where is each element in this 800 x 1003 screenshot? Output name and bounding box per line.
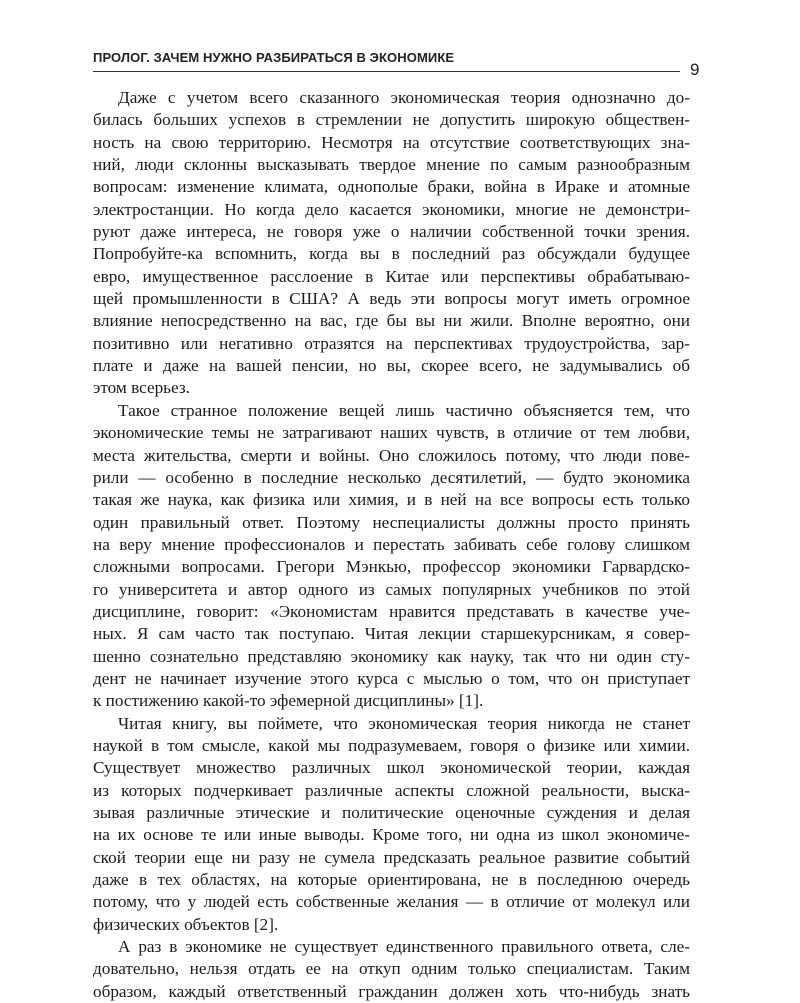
text-line: евро, имущественное расслоение в Китае или перспективы обрабатываю- (93, 266, 690, 286)
text-line: го университета и автор одного из самых популярных учебников по этой (93, 579, 690, 599)
text-line: ний, люди склонны высказывать твердое мнение по самым разнообразным (93, 155, 690, 175)
text-line: один правильный ответ. Поэтому неспециалисты должны просто принять (93, 512, 690, 532)
paragraph (93, 400, 690, 713)
page-number: 9 (690, 60, 700, 79)
text-line: на веру мнение профессионалов и перестать забивать себе голову слишком (93, 534, 690, 554)
text-line: Существует множество различных школ экономической теории, каждая (93, 758, 690, 778)
text-line: ность на свою территорию. Несмотря на отсутствие соответствующих зна- (93, 132, 690, 152)
running-head: ПРОЛОГ. ЗАЧЕМ НУЖНО РАЗБИРАТЬСЯ В ЭКОНОМИКЕ (93, 50, 455, 65)
text-line: образом, каждый ответственный гражданин должен хоть что-нибудь знать (93, 981, 690, 1001)
text-line: места жительства, смерти и войны. Оно сложилось потому, что люди пове- (93, 445, 690, 465)
text-line: на их основе те или иные выводы. Кроме того, ни одна из школ экономиче- (93, 825, 690, 845)
text-line: дисциплине, говорит: «Экономистам нравится представать в качестве уче- (93, 601, 690, 621)
text-line: Попробуйте-ка вспомнить, когда вы в последний раз обсуждали будущее (93, 244, 690, 264)
paragraph (93, 713, 690, 936)
text-line: билась больших успехов в стремлении не допустить широкую обществен- (93, 110, 690, 130)
text-line: физических объектов [2]. (93, 914, 279, 934)
text-line: экономические темы не затрагивают наших чувств, в отличие от тем любви, (93, 423, 690, 443)
text-line: зывая различные этические и политические оценочные суждения и делая (93, 803, 690, 822)
text-line: плате и даже на вашей пенсии, но вы, скорее всего, не задумывались об (93, 356, 690, 376)
text-line: к постижению какой-то эфемерной дисциплины» [1]. (93, 691, 484, 711)
text-line: щей промышленности в США? А ведь эти вопросы могут иметь огромное (93, 289, 690, 309)
text-line: даже в тех областях, на которые ориентирована, не в последнюю очередь (93, 870, 690, 890)
text-line: такая же наука, как физика или химия, и в ней на все вопросы есть только (93, 490, 690, 510)
text-line: Такое странное положение вещей лишь частично объясняется тем, что (118, 400, 690, 420)
text-line: дент не начинает изучение этого курса с мыслью о том, что он приступает (93, 668, 690, 688)
text-line: Даже с учетом всего сказанного экономическая теория однозначно до- (118, 88, 690, 107)
text-line: ской теории еще ни разу не сумела предсказать реальное развитие событий (93, 847, 690, 867)
header-rule (93, 71, 680, 72)
text-line: вопросам: изменение климата, однополые браки, война в Ираке и атомные (93, 177, 690, 197)
text-line: электростанции. Но когда дело касается экономики, многие не демонстри- (93, 199, 690, 219)
text-line: потому, что у людей есть собственные желания — в отличие от молекул или (93, 892, 690, 912)
text-line: довательно, нельзя отдать ее на откуп одним только специалистам. Таким (93, 959, 690, 979)
text-line: сложными вопросами. Грегори Мэнкью, профессор экономики Гарвардско- (93, 557, 690, 577)
paragraph (93, 936, 690, 1003)
text-line: руют даже интереса, не говоря уже о наличии собственной точки зрения. (93, 222, 690, 242)
text-line: шенно сознательно представляю экономику как науку, так что ни один сту- (93, 646, 690, 666)
text-line: ных. Я сам часто так поступаю. Читая лекции старшекурсникам, я совер- (93, 624, 690, 644)
text-line: наукой в том смысле, какой мы подразумеваем, говоря о физике или химии. (93, 735, 690, 755)
text-line: А раз в экономике не существует единственного правильного ответа, сле- (118, 937, 690, 957)
paragraph (93, 87, 690, 400)
text-line: рили — особенно в последние несколько десятилетий, — будто экономика (93, 467, 690, 487)
text-line: из которых подчеркивает различные аспекты сложной реальности, выска- (93, 780, 690, 800)
body-text (93, 87, 690, 1003)
text-line: этом всерьез. (93, 378, 190, 398)
text-line: влияние непосредственно на вас, где бы вы ни жили. Вполне вероятно, они (93, 311, 690, 331)
text-line: Читая книгу, вы поймете, что экономическая теория никогда не станет (118, 713, 690, 733)
text-line: позитивно или негативно отразятся на перспективах трудоустройства, зар- (93, 333, 690, 353)
